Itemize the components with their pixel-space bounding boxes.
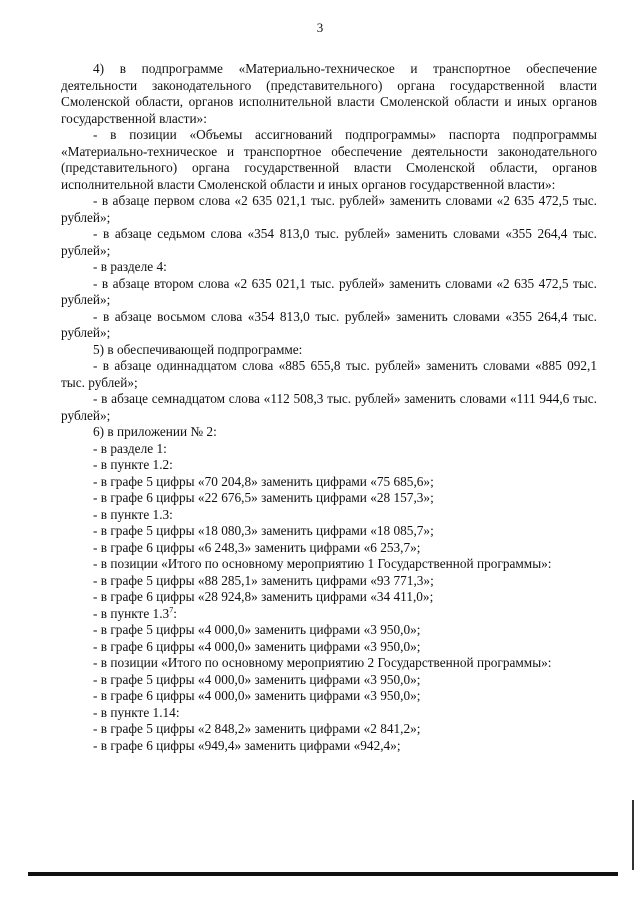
document-body	[61, 61, 597, 754]
paragraph-text-suffix: :	[173, 605, 177, 621]
paragraph-text: - в позиции «Итого по основному мероприятию 1 Государственной программы»:	[93, 556, 552, 571]
paragraph	[61, 127, 597, 193]
paragraph	[61, 61, 597, 127]
paragraph-text: - в графе 6 цифры «4 000,0» заменить цифрами «3 950,0»;	[93, 688, 421, 703]
paragraph	[61, 490, 597, 507]
paragraph-text: - в пункте 1.14:	[93, 704, 180, 720]
paragraph-text: - в графе 5 цифры «4 000,0» заменить цифрами «3 950,0»;	[93, 622, 421, 637]
paragraph-text: - в графе 6 цифры «22 676,5» заменить цифрами «28 157,3»;	[93, 490, 434, 505]
paragraph-text: - в пункте 1.3	[93, 605, 170, 621]
paragraph-text: - в разделе 1:	[93, 440, 167, 456]
paragraph-text: 4) в подпрограмме «Материально-техническое и транспортное обеспечение деятельности законодательного (представительного) органа государственной власти Смоленской области, органов исполнительной власти Смоленской области и иных органов государственной власти»:	[61, 61, 597, 126]
paragraph	[61, 523, 597, 540]
paragraph-text: - в абзаце восьмом слова «354 813,0 тыс. рублей» заменить словами «355 264,4 тыс. рублей»;	[61, 308, 597, 340]
paragraph-text: 6) в приложении № 2:	[93, 424, 217, 439]
paragraph	[61, 259, 597, 276]
paragraph	[61, 705, 597, 722]
paragraph	[61, 276, 597, 309]
paragraph-text: - в абзаце первом слова «2 635 021,1 тыс. рублей» заменить словами «2 635 472,5 тыс. рублей»;	[61, 193, 597, 225]
paragraph-text: - в графе 5 цифры «18 080,3» заменить цифрами «18 085,7»;	[93, 523, 434, 538]
paragraph	[61, 556, 597, 573]
superscript: 7	[169, 605, 174, 615]
paragraph	[61, 193, 597, 226]
paragraph	[61, 309, 597, 342]
paragraph	[61, 391, 597, 424]
paragraph-text: - в графе 6 цифры «28 924,8» заменить цифрами «34 411,0»;	[93, 589, 434, 604]
paragraph	[61, 688, 597, 705]
paragraph	[61, 639, 597, 656]
paragraph	[61, 226, 597, 259]
paragraph	[61, 672, 597, 689]
paragraph	[61, 507, 597, 524]
page-number: 3	[316, 20, 324, 35]
paragraph-text: - в абзаце одиннадцатом слова «885 655,8 тыс. рублей» заменить словами «885 092,1 тыс. рублей»;	[61, 358, 597, 390]
paragraph-text: - в позиции «Итого по основному мероприятию 2 Государственной программы»:	[93, 655, 552, 670]
scan-edge-mark	[632, 800, 634, 870]
paragraph	[61, 441, 597, 458]
paragraph	[61, 655, 597, 672]
paragraph-text: - в пункте 1.3:	[93, 506, 173, 522]
paragraph	[61, 342, 597, 359]
paragraph	[61, 721, 597, 738]
paragraph-text: - в абзаце седьмом слова «354 813,0 тыс. рублей» заменить словами «355 264,4 тыс. рублей»;	[61, 226, 597, 258]
paragraph-text: - в абзаце втором слова «2 635 021,1 тыс. рублей» заменить словами «2 635 472,5 тыс. рублей»;	[61, 275, 597, 307]
paragraph	[61, 540, 597, 557]
paragraph	[61, 606, 597, 623]
paragraph-text: - в графе 5 цифры «70 204,8» заменить цифрами «75 685,6»;	[93, 473, 434, 489]
paragraph-text: - в абзаце семнадцатом слова «112 508,3 тыс. рублей» заменить словами «111 944,6 тыс. рублей»;	[61, 391, 597, 423]
paragraph-text: - в графе 5 цифры «88 285,1» заменить цифрами «93 771,3»;	[93, 572, 434, 588]
paragraph	[61, 424, 597, 441]
paragraph-text: 5) в обеспечивающей подпрограмме:	[93, 341, 303, 357]
paragraph	[61, 474, 597, 491]
paragraph	[61, 589, 597, 606]
paragraph	[61, 622, 597, 639]
paragraph-text: - в графе 6 цифры «6 248,3» заменить цифрами «6 253,7»;	[93, 539, 421, 555]
paragraph	[61, 457, 597, 474]
paragraph-text: - в пункте 1.2:	[93, 457, 173, 472]
paragraph	[61, 573, 597, 590]
paragraph-text: - в позиции «Объемы ассигнований подпрограммы» паспорта подпрограммы «Материально-техническое и транспортное обеспечение деятельности законодательного (представительного) органа государственной власти Смоленской области, органов исполнительной власти Смоленской области и иных органов государственной власти»:	[61, 127, 597, 192]
paragraph-text: - в графе 5 цифры «4 000,0» заменить цифрами «3 950,0»;	[93, 671, 421, 687]
paragraph-text: - в графе 6 цифры «949,4» заменить цифрами «942,4»;	[93, 737, 401, 753]
paragraph-text: - в графе 5 цифры «2 848,2» заменить цифрами «2 841,2»;	[93, 721, 421, 736]
bottom-rule	[28, 872, 618, 876]
paragraph	[61, 358, 597, 391]
paragraph-text: - в графе 6 цифры «4 000,0» заменить цифрами «3 950,0»;	[93, 638, 421, 654]
paragraph-text: - в разделе 4:	[93, 259, 167, 274]
paragraph	[61, 738, 597, 755]
